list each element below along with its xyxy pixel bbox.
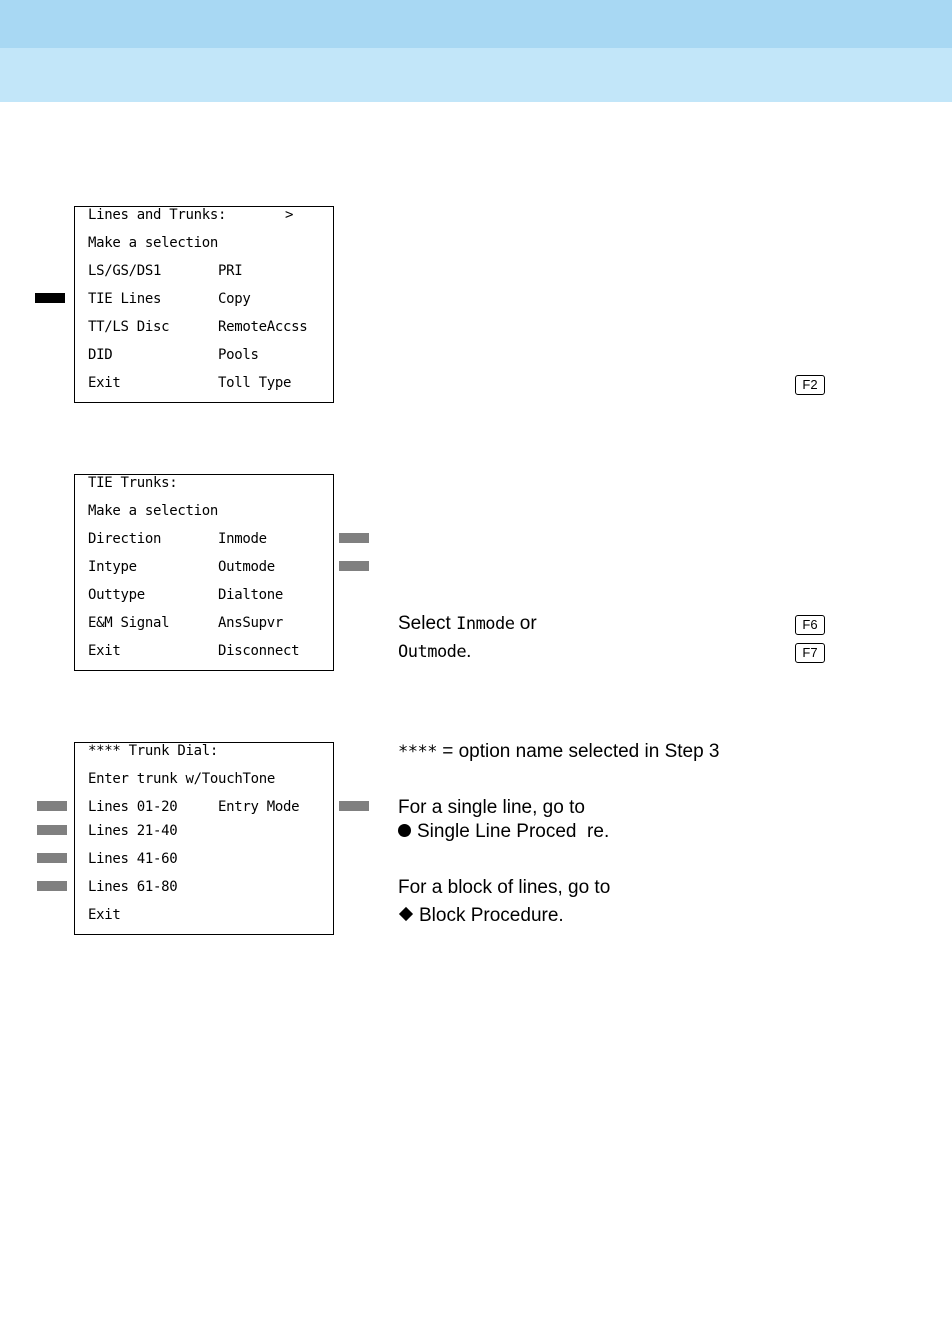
menu-item-remoteaccss[interactable]: RemoteAccss <box>218 319 308 335</box>
instruction-outmode: Outmode <box>398 642 467 662</box>
note-option-name <box>398 740 720 764</box>
screen-title: TIE Trunks: <box>88 475 178 491</box>
menu-item-exit[interactable]: Exit <box>88 375 121 391</box>
menu-item-lines-41-60[interactable]: Lines 41-60 <box>88 851 178 867</box>
screen-prompt: Make a selection <box>88 503 219 519</box>
menu-item-lines-01-20[interactable]: Lines 01-20 <box>88 799 178 815</box>
instruction-inmode: Inmode <box>456 614 515 634</box>
instruction-text: . <box>466 641 472 662</box>
note-text: = option name selected in Step 3 <box>436 741 720 762</box>
menu-item-did[interactable]: DID <box>88 347 113 363</box>
display-screen-tie-trunks <box>74 474 334 671</box>
line-button-lines-01-20[interactable] <box>37 801 67 811</box>
menu-item-exit[interactable]: Exit <box>88 907 121 923</box>
menu-item-anssupvr[interactable]: AnsSupvr <box>218 615 284 631</box>
note-block-intro: For a block of lines, go to <box>398 877 611 898</box>
link-block-procedure[interactable]: Block Procedure. <box>419 905 564 926</box>
display-screen-lines-trunks <box>74 206 334 403</box>
instruction-text: or <box>514 613 537 634</box>
screen-title: **** Trunk Dial: <box>88 743 219 759</box>
menu-item-copy[interactable]: Copy <box>218 291 251 307</box>
screen-title: Lines and Trunks: <box>88 207 227 223</box>
menu-item-lines-61-80[interactable]: Lines 61-80 <box>88 879 178 895</box>
note-asterisks: **** <box>398 742 437 762</box>
bullet-circle-icon <box>398 824 411 837</box>
note-single-line-procedure[interactable] <box>398 820 609 844</box>
menu-item-outmode[interactable]: Outmode <box>218 559 275 575</box>
line-button-lines-61-80[interactable] <box>37 881 67 891</box>
screen-prompt: Make a selection <box>88 235 219 251</box>
line-button-outmode[interactable] <box>339 561 369 571</box>
menu-item-tie-lines[interactable]: TIE Lines <box>88 291 162 307</box>
display-screen-trunk-dial <box>74 742 334 935</box>
menu-item-disconnect[interactable]: Disconnect <box>218 643 300 659</box>
header-band-bottom <box>0 48 952 102</box>
menu-item-direction[interactable]: Direction <box>88 531 162 547</box>
menu-item-lines-21-40[interactable]: Lines 21-40 <box>88 823 178 839</box>
menu-item-intype[interactable]: Intype <box>88 559 137 575</box>
menu-item-outtype[interactable]: Outtype <box>88 587 145 603</box>
line-button-lines-41-60[interactable] <box>37 853 67 863</box>
menu-item-dialtone[interactable]: Dialtone <box>218 587 284 603</box>
instruction-select-mode-line1 <box>398 612 537 636</box>
menu-item-pools[interactable]: Pools <box>218 347 259 363</box>
line-button-entry-mode[interactable] <box>339 801 369 811</box>
line-button-tie-lines[interactable] <box>35 293 65 303</box>
screen-prompt: Enter trunk w/TouchTone <box>88 771 275 787</box>
function-key-f7[interactable]: F7 <box>795 643 825 663</box>
function-key-f2[interactable]: F2 <box>795 375 825 395</box>
note-single-line-intro: For a single line, go to <box>398 797 585 818</box>
menu-item-exit[interactable]: Exit <box>88 643 121 659</box>
note-block-procedure[interactable] <box>398 904 564 928</box>
menu-item-inmode[interactable]: Inmode <box>218 531 267 547</box>
menu-item-pri[interactable]: PRI <box>218 263 243 279</box>
menu-item-tt-ls-disc[interactable]: TT/LS Disc <box>88 319 170 335</box>
instruction-text: Select <box>398 613 457 634</box>
function-key-f6[interactable]: F6 <box>795 615 825 635</box>
menu-item-ls-gs-ds1[interactable]: LS/GS/DS1 <box>88 263 162 279</box>
menu-item-em-signal[interactable]: E&M Signal <box>88 615 170 631</box>
instruction-select-mode-line2 <box>398 640 471 664</box>
line-button-inmode[interactable] <box>339 533 369 543</box>
bullet-diamond-icon <box>399 907 413 921</box>
header-band-top <box>0 0 952 48</box>
menu-item-entry-mode[interactable]: Entry Mode <box>218 799 300 815</box>
link-single-line-procedure[interactable]: Single Line Proced re. <box>417 821 610 842</box>
more-indicator: > <box>285 207 294 223</box>
line-button-lines-21-40[interactable] <box>37 825 67 835</box>
menu-item-toll-type[interactable]: Toll Type <box>218 375 292 391</box>
